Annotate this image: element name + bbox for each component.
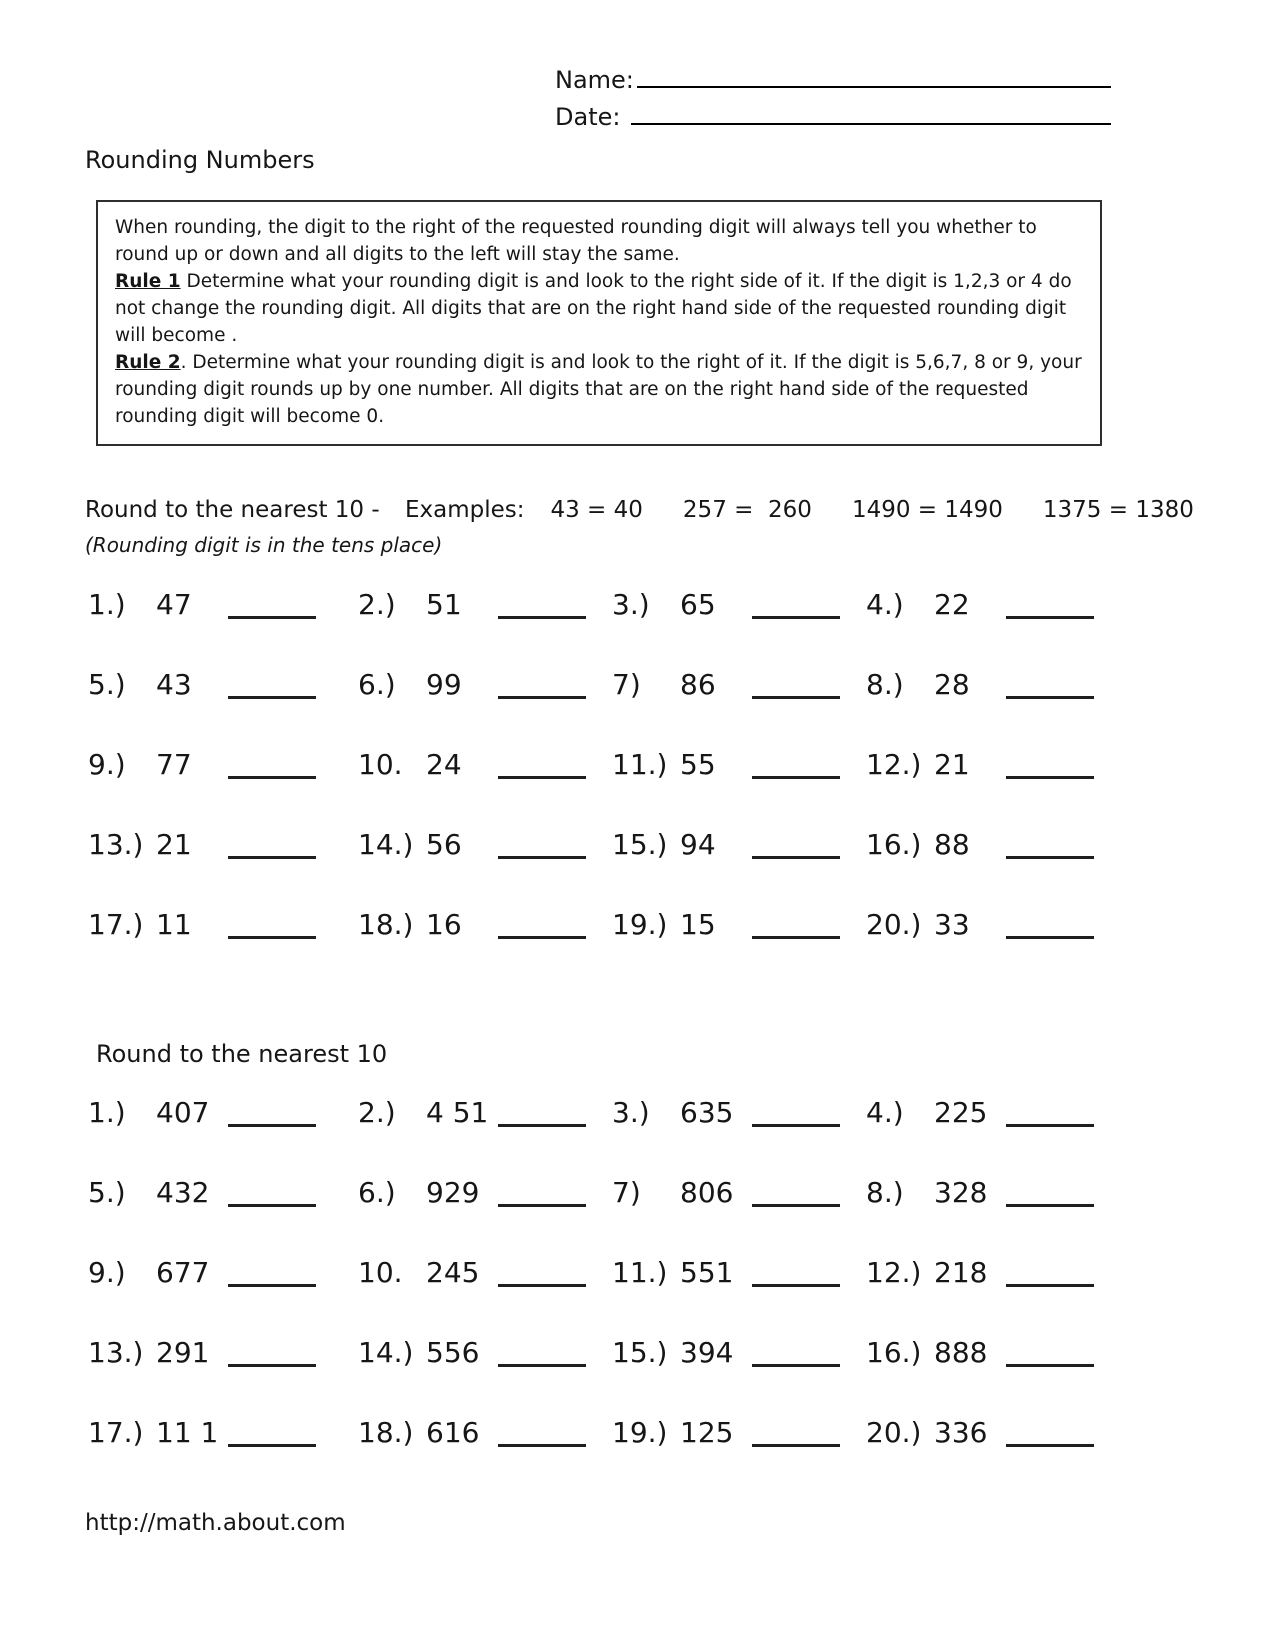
problem-number: 13.) [88,1336,144,1369]
problem-value: 11 1 [156,1416,219,1449]
problem-item [88,1096,358,1132]
problem-item [612,908,866,944]
answer-blank[interactable] [752,856,840,859]
problem-item [612,1176,866,1212]
answer-blank[interactable] [1006,1124,1094,1127]
problem-value: 291 [156,1336,210,1369]
problem-item [358,748,612,784]
problem-value: 55 [680,748,716,781]
answer-blank[interactable] [498,1444,586,1447]
problem-item [88,668,358,704]
problem-item [88,1176,358,1212]
answer-blank[interactable] [228,1444,316,1447]
problem-item [612,1096,866,1132]
problem-number: 18.) [358,1416,414,1449]
example-item: 257 = 260 [682,497,812,523]
problem-item [866,1336,1094,1372]
answer-blank[interactable] [752,1204,840,1207]
problem-number: 4.) [866,588,904,621]
problem-item [866,1256,1094,1292]
problem-item [866,668,1094,704]
problem-value: 125 [680,1416,734,1449]
answer-blank[interactable] [752,776,840,779]
problem-value: 99 [426,668,462,701]
problem-number: 5.) [88,1176,126,1209]
date-write-line[interactable] [631,99,1111,125]
example-item: 1490 = 1490 [851,497,1003,523]
problem-value: 336 [934,1416,988,1449]
answer-blank[interactable] [1006,616,1094,619]
problem-item [612,1336,866,1372]
answer-blank[interactable] [498,1204,586,1207]
answer-blank[interactable] [1006,1444,1094,1447]
answer-blank[interactable] [1006,1284,1094,1287]
problem-number: 6.) [358,1176,396,1209]
answer-blank[interactable] [1006,936,1094,939]
problem-number: 2.) [358,1096,396,1129]
problem-number: 18.) [358,908,414,941]
problem-value: 88 [934,828,970,861]
problem-value: 11 [156,908,192,941]
problem-item [358,1176,612,1212]
problem-value: 432 [156,1176,210,1209]
answer-blank[interactable] [228,1364,316,1367]
problem-number: 15.) [612,1336,668,1369]
problem-number: 12.) [866,1256,922,1289]
answer-blank[interactable] [752,1124,840,1127]
problem-value: 635 [680,1096,734,1129]
answer-blank[interactable] [498,616,586,619]
section1-problem-grid [88,588,1098,944]
problem-value: 677 [156,1256,210,1289]
section2-problem-grid [88,1096,1098,1452]
problem-number: 1.) [88,588,126,621]
answer-blank[interactable] [498,776,586,779]
section2-heading: Round to the nearest 10 [96,1040,388,1068]
rule-1 [115,268,1083,349]
problem-number: 10. [358,1256,403,1289]
problem-item [866,1176,1094,1212]
problem-item [612,588,866,624]
problem-value: 21 [934,748,970,781]
problem-number: 4.) [866,1096,904,1129]
problem-item [88,1336,358,1372]
problem-item [612,748,866,784]
problem-item [358,1416,612,1452]
problem-item [866,1096,1094,1132]
problem-item [358,1096,612,1132]
problem-item [358,588,612,624]
problem-number: 9.) [88,1256,126,1289]
name-date-block [555,62,1111,136]
answer-blank[interactable] [228,936,316,939]
problem-value: 4 51 [426,1096,489,1129]
problem-value: 394 [680,1336,734,1369]
problem-number: 17.) [88,1416,144,1449]
answer-blank[interactable] [752,1284,840,1287]
rules-intro: When rounding, the digit to the right of the requested rounding digit will always tell you whether to round up or down and all digits to the left will stay the same. [115,217,1037,265]
answer-blank[interactable] [752,1364,840,1367]
problem-item [866,1416,1094,1452]
example-item: 43 = 40 [550,497,643,523]
problem-value: 33 [934,908,970,941]
section1-heading: Round to the nearest 10 - [85,497,387,523]
rule-1-text: Determine what your rounding digit is and look to the right side of it. If the digit is 1,2,3 or 4 do not change the rounding digit. All digits that are on the right hand side of the requested rounding digit will become . [115,271,1072,346]
answer-blank[interactable] [498,1284,586,1287]
problem-value: 47 [156,588,192,621]
answer-blank[interactable] [752,696,840,699]
rule-2 [115,349,1083,430]
problem-number: 16.) [866,828,922,861]
answer-blank[interactable] [1006,856,1094,859]
answer-blank[interactable] [752,1444,840,1447]
problem-item [866,908,1094,944]
problem-value: 51 [426,588,462,621]
problem-item [88,1256,358,1292]
problem-number: 11.) [612,748,668,781]
problem-number: 7) [612,668,641,701]
answer-blank[interactable] [498,936,586,939]
problem-value: 929 [426,1176,480,1209]
problem-number: 13.) [88,828,144,861]
problem-number: 15.) [612,828,668,861]
problem-number: 1.) [88,1096,126,1129]
answer-blank[interactable] [228,1284,316,1287]
problem-item [612,1416,866,1452]
problem-number: 3.) [612,1096,650,1129]
problem-item [358,908,612,944]
problem-item [88,748,358,784]
problem-number: 14.) [358,1336,414,1369]
problem-value: 94 [680,828,716,861]
name-write-line[interactable] [637,62,1111,88]
problem-item [612,828,866,864]
problem-number: 16.) [866,1336,922,1369]
problem-number: 19.) [612,908,668,941]
problem-value: 328 [934,1176,988,1209]
answer-blank[interactable] [1006,1364,1094,1367]
answer-blank[interactable] [498,1364,586,1367]
problem-value: 806 [680,1176,734,1209]
problem-item [358,1336,612,1372]
answer-blank[interactable] [498,856,586,859]
problem-value: 15 [680,908,716,941]
section1-subheading: (Rounding digit is in the tens place) [85,533,443,557]
problem-value: 888 [934,1336,988,1369]
date-label: Date: [555,103,629,131]
rule-2-label: Rule 2 [115,352,181,373]
date-row [555,99,1111,136]
problem-value: 225 [934,1096,988,1129]
problem-item [358,668,612,704]
problem-item [358,1256,612,1292]
problem-number: 20.) [866,1416,922,1449]
problem-value: 407 [156,1096,210,1129]
problem-number: 10. [358,748,403,781]
rule-2-text: . Determine what your rounding digit is and look to the right of it. If the digit is 5,6,7, 8 or 9, your rounding digit rounds up by one number. All digits that are on the right hand side of the requested rounding digit will become 0. [115,352,1082,427]
answer-blank[interactable] [752,936,840,939]
rule-1-label: Rule 1 [115,271,181,292]
problem-value: 556 [426,1336,480,1369]
problem-number: 7) [612,1176,641,1209]
problem-number: 20.) [866,908,922,941]
answer-blank[interactable] [228,616,316,619]
problem-item [88,1416,358,1452]
answer-blank[interactable] [228,1204,316,1207]
problem-number: 8.) [866,668,904,701]
problem-item [88,908,358,944]
answer-blank[interactable] [228,696,316,699]
problem-item [612,668,866,704]
section1-header [85,497,1234,523]
problem-item [612,1256,866,1292]
name-label: Name: [555,66,634,94]
problem-item [88,588,358,624]
answer-blank[interactable] [1006,1204,1094,1207]
problem-number: 2.) [358,588,396,621]
answer-blank[interactable] [228,1124,316,1127]
problem-item [866,748,1094,784]
problem-value: 43 [156,668,192,701]
problem-number: 17.) [88,908,144,941]
answer-blank[interactable] [498,1124,586,1127]
problem-number: 6.) [358,668,396,701]
problem-number: 11.) [612,1256,668,1289]
problem-number: 12.) [866,748,922,781]
problem-value: 22 [934,588,970,621]
rules-box [96,200,1102,446]
problem-value: 218 [934,1256,988,1289]
page-title: Rounding Numbers [85,146,315,174]
answer-blank[interactable] [752,616,840,619]
problem-value: 77 [156,748,192,781]
footer-url: http://math.about.com [85,1510,346,1536]
problem-value: 16 [426,908,462,941]
problem-value: 245 [426,1256,480,1289]
problem-number: 8.) [866,1176,904,1209]
problem-value: 24 [426,748,462,781]
problem-value: 21 [156,828,192,861]
examples-label: Examples: [404,497,525,523]
example-item: 1375 = 1380 [1042,497,1194,523]
answer-blank[interactable] [1006,696,1094,699]
problem-item [866,588,1094,624]
problem-value: 56 [426,828,462,861]
answer-blank[interactable] [228,856,316,859]
problem-value: 551 [680,1256,734,1289]
answer-blank[interactable] [228,776,316,779]
problem-item [358,828,612,864]
name-row [555,62,1111,99]
problem-value: 65 [680,588,716,621]
problem-value: 28 [934,668,970,701]
problem-number: 14.) [358,828,414,861]
problem-item [88,828,358,864]
problem-item [866,828,1094,864]
problem-number: 19.) [612,1416,668,1449]
problem-value: 616 [426,1416,480,1449]
problem-number: 3.) [612,588,650,621]
answer-blank[interactable] [1006,776,1094,779]
problem-number: 5.) [88,668,126,701]
problem-value: 86 [680,668,716,701]
answer-blank[interactable] [498,696,586,699]
problem-number: 9.) [88,748,126,781]
